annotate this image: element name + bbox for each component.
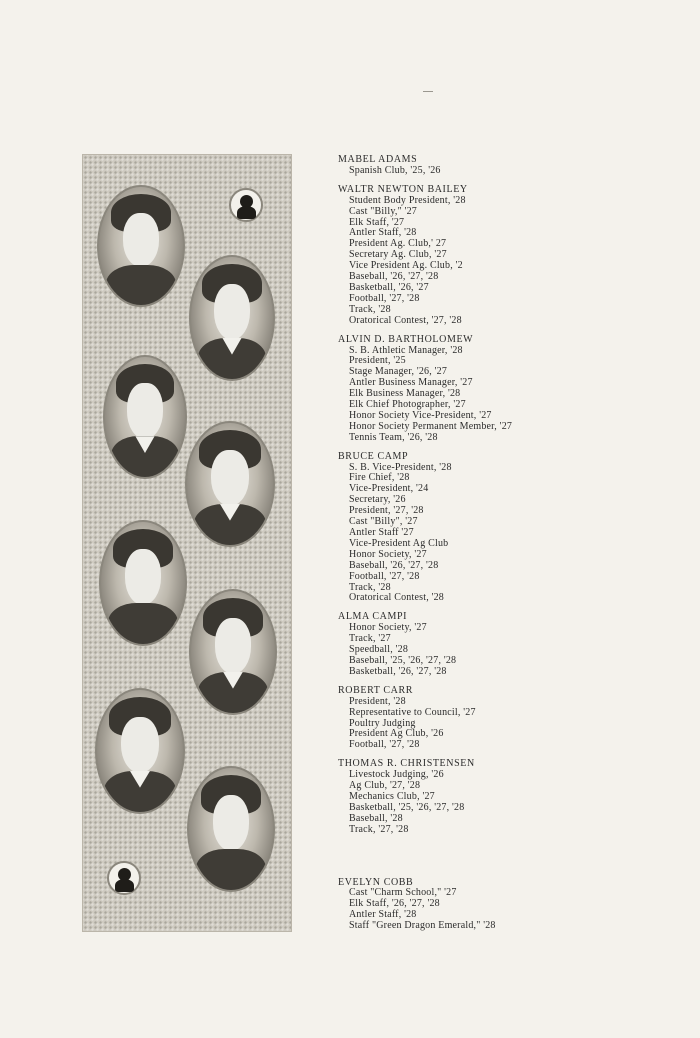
entry-alvin-bartholomew xyxy=(338,335,688,444)
activity-item: Honor Society, '27 xyxy=(349,622,427,634)
placeholder-silhouette-icon xyxy=(107,861,141,895)
activity-item: Spanish Club, '25, '26 xyxy=(349,164,441,176)
activity-item: President, '27, '28 xyxy=(349,505,424,517)
activity-item: S. B. Athletic Manager, '28 xyxy=(349,344,463,356)
activity-item: Vice President Ag. Club, '2 xyxy=(349,260,463,272)
portrait-bruce-camp xyxy=(185,421,275,547)
activity-item: Student Body President, '28 xyxy=(349,194,466,206)
activity-item: Antler Business Manager, '27 xyxy=(349,377,473,389)
student-name: ROBERT CARR xyxy=(338,684,413,696)
activity-item: Elk Business Manager, '28 xyxy=(349,388,461,400)
student-name: EVELYN COBB xyxy=(338,876,414,888)
student-name: MABEL ADAMS xyxy=(338,154,418,165)
activity-item: Vice-President Ag Club xyxy=(349,537,449,549)
activity-item: Ag Club, '27, '28 xyxy=(349,780,421,792)
activity-item: Baseball, '26, '27, '28 xyxy=(349,271,439,283)
activity-item: Antler Staff, '28 xyxy=(349,227,417,239)
activity-item: President Ag Club, '26 xyxy=(349,728,444,740)
activity-item: Elk Staff, '27 xyxy=(349,216,405,228)
activity-item: Track, '27 xyxy=(349,633,391,645)
placeholder-silhouette-icon xyxy=(229,188,263,222)
activity-item: Staff "Green Dragon Emerald," '28 xyxy=(349,920,496,932)
activity-item: Basketball, '25, '26, '27, '28 xyxy=(349,801,465,813)
activity-item: Baseball, '25, '26, '27, '28 xyxy=(349,654,457,666)
activity-item: S. B. Vice-President, '28 xyxy=(349,461,452,473)
portrait-thomas-christensen xyxy=(95,688,185,814)
portrait-robert-carr xyxy=(189,589,277,715)
student-name: BRUCE CAMP xyxy=(338,450,409,462)
activity-item: Oratorical Contest, '28 xyxy=(349,592,444,604)
activity-item: Basketball, '26, '27, '28 xyxy=(349,665,447,677)
activity-item: Baseball, '28 xyxy=(349,812,403,824)
activity-item: Track, '27, '28 xyxy=(349,823,409,835)
activity-item: Oratorical Contest, '27, '28 xyxy=(349,314,462,326)
activity-item: Tennis Team, '26, '28 xyxy=(349,431,438,443)
entry-alma-campi xyxy=(338,612,688,677)
activity-item: Vice-President, '24 xyxy=(349,483,429,495)
activity-item: Track, '28 xyxy=(349,303,391,315)
activity-item: Stage Manager, '26, '27 xyxy=(349,366,448,378)
activity-item: Cast "Billy," '27 xyxy=(349,205,417,217)
activity-item: Fire Chief, '28 xyxy=(349,472,410,484)
entry-walter-bailey xyxy=(338,185,688,327)
activity-item: Track, '28 xyxy=(349,581,391,593)
activity-item: Livestock Judging, '26 xyxy=(349,769,444,781)
activity-item: Cast "Charm School," '27 xyxy=(349,887,457,899)
activity-item: Football, '27, '28 xyxy=(349,570,420,582)
student-name: WALTR NEWTON BAILEY xyxy=(338,183,468,195)
page-mark xyxy=(423,91,433,92)
activity-item: Cast "Billy", '27 xyxy=(349,516,418,528)
activity-item: Poultry Judging xyxy=(349,717,416,729)
activity-item: Secretary Ag. Club, '27 xyxy=(349,249,447,261)
student-name: ALMA CAMPI xyxy=(338,611,408,623)
entry-thomas-christensen xyxy=(338,759,688,835)
activity-item: Baseball, '26, '27, '28 xyxy=(349,559,439,571)
portrait-mabel-adams xyxy=(97,185,185,307)
student-name: THOMAS R. CHRISTENSEN xyxy=(338,758,475,770)
activity-item: Representative to Council, '27 xyxy=(349,706,476,718)
activity-item: Honor Society Vice-President, '27 xyxy=(349,409,492,421)
senior-roster xyxy=(338,155,688,940)
portrait-walter-bailey xyxy=(189,255,275,381)
entry-robert-carr xyxy=(338,686,688,751)
activity-item: President, '28 xyxy=(349,695,406,707)
activity-item: Basketball, '26, '27 xyxy=(349,281,429,293)
photo-panel xyxy=(82,154,292,932)
activity-item: Speedball, '28 xyxy=(349,644,409,656)
activity-item: Honor Society Permanent Member, '27 xyxy=(349,420,513,432)
activity-item: Honor Society, '27 xyxy=(349,548,427,560)
portrait-alma-campi xyxy=(99,520,187,646)
activity-item: Secretary, '26 xyxy=(349,494,406,506)
student-name: ALVIN D. BARTHOLOMEW xyxy=(338,333,474,345)
activity-item: Elk Chief Photographer, '27 xyxy=(349,399,466,411)
activity-item: Antler Staff '27 xyxy=(349,527,414,538)
activity-item: Football, '27, '28 xyxy=(349,739,420,751)
entry-mabel-adams xyxy=(338,155,688,177)
activity-item: Mechanics Club, '27 xyxy=(349,790,435,802)
activity-item: Antler Staff, '28 xyxy=(349,909,417,921)
portrait-evelyn-cobb xyxy=(187,766,275,892)
entry-bruce-camp xyxy=(338,452,688,605)
activity-item: Football, '27, '28 xyxy=(349,292,420,304)
activity-item: Elk Staff, '26, '27, '28 xyxy=(349,898,440,910)
activity-item: President, '25 xyxy=(349,355,406,367)
entry-evelyn-cobb xyxy=(338,878,688,933)
activity-item: President Ag. Club,' 27 xyxy=(349,238,447,250)
portrait-alvin-bartholomew xyxy=(103,355,187,479)
